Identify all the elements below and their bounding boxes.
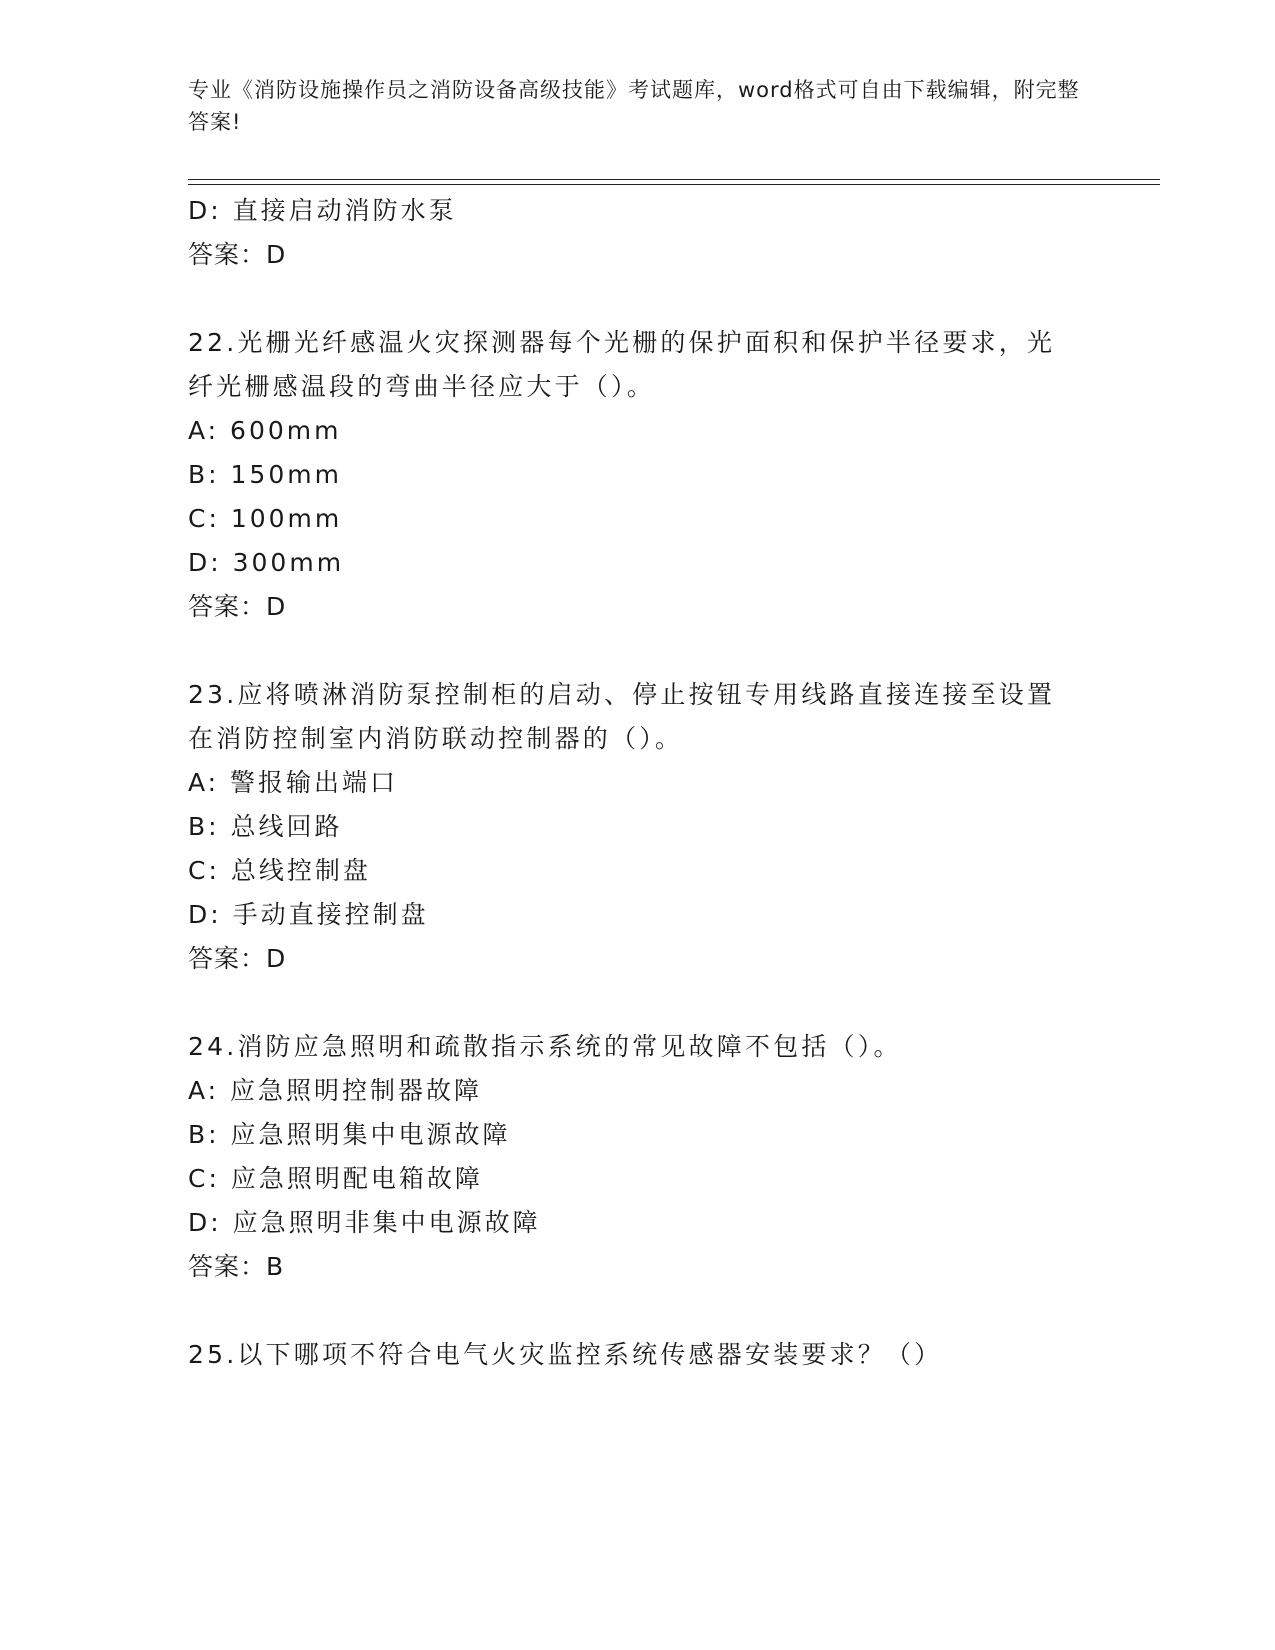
q24-answer: 答案：B [188,1252,285,1281]
q23-text-line2: 在消防控制室内消防联动控制器的（）。 [188,724,684,753]
header-divider-top [188,179,1160,180]
q22-option-a: A: 600mm [188,416,342,445]
header-divider-bottom [188,184,1160,185]
q22-text-line2: 纤光栅感温段的弯曲半径应大于（）。 [188,372,655,401]
prev-option-d: D: 直接启动消防水泵 [188,196,457,225]
q23-option-d: D: 手动直接控制盘 [188,900,429,929]
q22-option-d: D: 300mm [188,548,345,577]
q23-option-b: B: 总线回路 [188,812,343,841]
q24-option-b: B: 应急照明集中电源故障 [188,1120,511,1149]
q23-option-a: A: 警报输出端口 [188,768,399,797]
document-header: 专业《消防设施操作员之消防设备高级技能》考试题库，word格式可自由下载编辑，附完整答案! [188,78,1080,134]
q23-text-line1: 23.应将喷淋消防泵控制柜的启动、停止按钮专用线路直接连接至设置 [188,680,1056,709]
q22-option-c: C: 100mm [188,504,343,533]
q22-text-line1: 22.光栅光纤感温火灾探测器每个光栅的保护面积和保护半径要求，光 [188,328,1056,357]
q24-option-c: C: 应急照明配电箱故障 [188,1164,483,1193]
q23-answer: 答案：D [188,944,287,973]
q25-text-line1: 25.以下哪项不符合电气火灾监控系统传感器安装要求？（） [188,1340,943,1369]
q22-answer: 答案：D [188,592,287,621]
q24-option-d: D: 应急照明非集中电源故障 [188,1208,541,1237]
q24-option-a: A: 应急照明控制器故障 [188,1076,483,1105]
prev-answer: 答案：D [188,240,287,269]
q22-option-b: B: 150mm [188,460,342,489]
q24-text-line1: 24.消防应急照明和疏散指示系统的常见故障不包括（）。 [188,1032,902,1061]
q23-option-c: C: 总线控制盘 [188,856,371,885]
